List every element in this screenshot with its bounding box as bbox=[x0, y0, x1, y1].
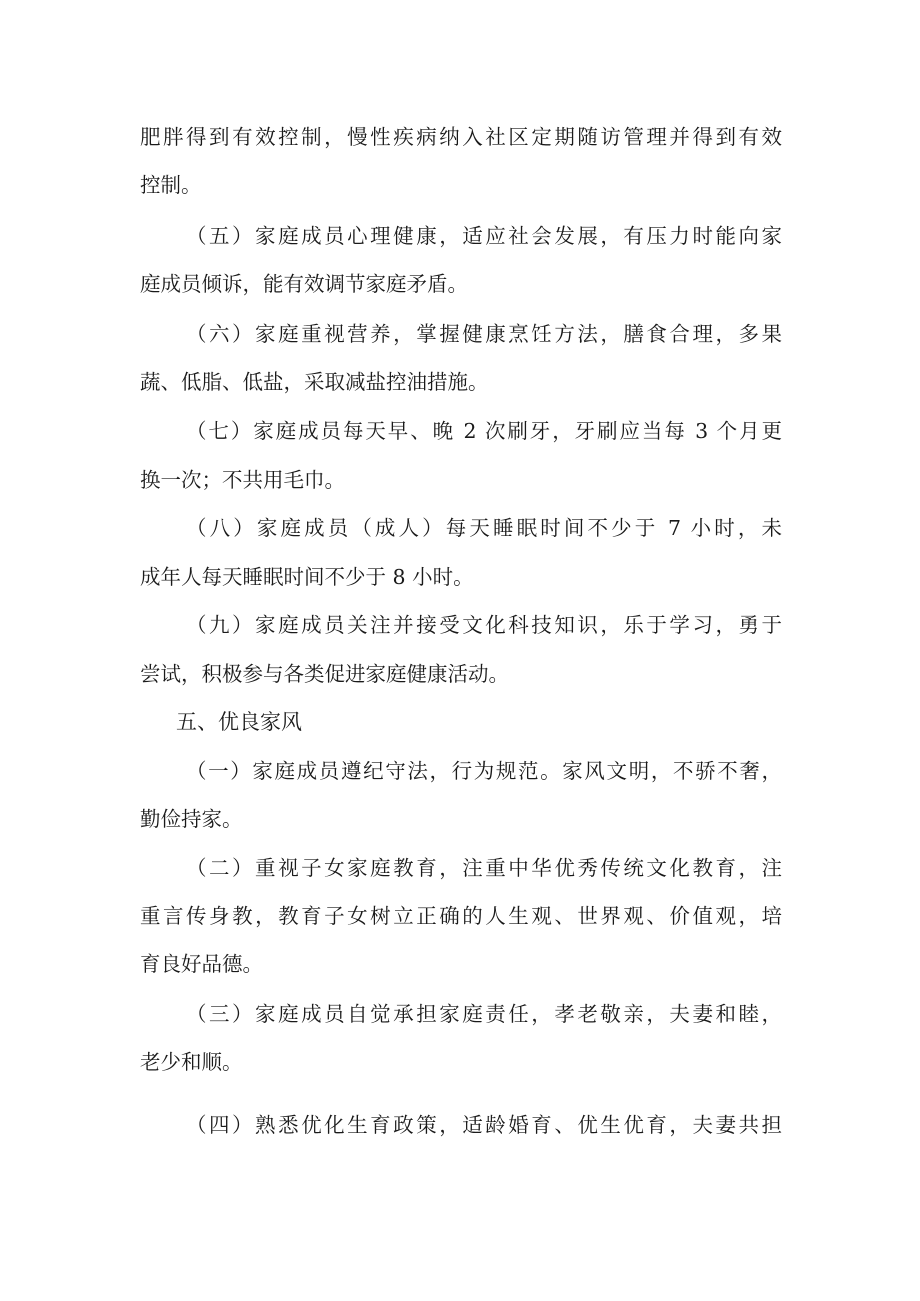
paragraph-line: 勤俭持家。 bbox=[140, 807, 243, 831]
paragraph-line: 蔬、低脂、低盐，采取减盐控油措施。 bbox=[140, 370, 489, 394]
paragraph-line: （二）重视子女家庭教育，注重中华优秀传统文化教育，注 bbox=[186, 856, 782, 880]
paragraph-line: 成年人每天睡眠时间不少于 8 小时。 bbox=[140, 565, 474, 589]
paragraph-line: （九）家庭成员关注并接受文化科技知识，乐于学习，勇于 bbox=[186, 613, 782, 637]
paragraph-line: 换一次；不共用毛巾。 bbox=[140, 468, 345, 492]
paragraph-line: 庭成员倾诉，能有效调节家庭矛盾。 bbox=[140, 272, 468, 296]
paragraph-line: （一）家庭成员遵纪守法，行为规范。家风文明，不骄不奢， bbox=[186, 759, 782, 783]
section-heading: 五、优良家风 bbox=[176, 710, 302, 734]
paragraph-line: 肥胖得到有效控制，慢性疾病纳入社区定期随访管理并得到有效 bbox=[140, 125, 782, 149]
paragraph-line: 控制。 bbox=[140, 173, 202, 197]
paragraph-line: （七）家庭成员每天早、晚 2 次刷牙，牙刷应当每 3 个月更 bbox=[186, 419, 782, 443]
paragraph-line: （五）家庭成员心理健康，适应社会发展，有压力时能向家 bbox=[186, 224, 782, 248]
paragraph-line: （四）熟悉优化生育政策，适龄婚育、优生优育，夫妻共担 bbox=[186, 1113, 782, 1137]
paragraph-line: （六）家庭重视营养，掌握健康烹饪方法，膳食合理，多果 bbox=[186, 322, 782, 346]
paragraph-line: 老少和顺。 bbox=[140, 1050, 243, 1074]
paragraph-line: 尝试，积极参与各类促进家庭健康活动。 bbox=[140, 662, 509, 686]
paragraph-line: 重言传身教，教育子女树立正确的人生观、世界观、价值观，培 bbox=[140, 904, 782, 928]
paragraph-line: （八）家庭成员（成人）每天睡眠时间不少于 7 小时，未 bbox=[186, 516, 782, 540]
paragraph-line: 育良好品德。 bbox=[140, 952, 263, 976]
paragraph-line: （三）家庭成员自觉承担家庭责任，孝老敬亲，夫妻和睦， bbox=[186, 1002, 782, 1026]
